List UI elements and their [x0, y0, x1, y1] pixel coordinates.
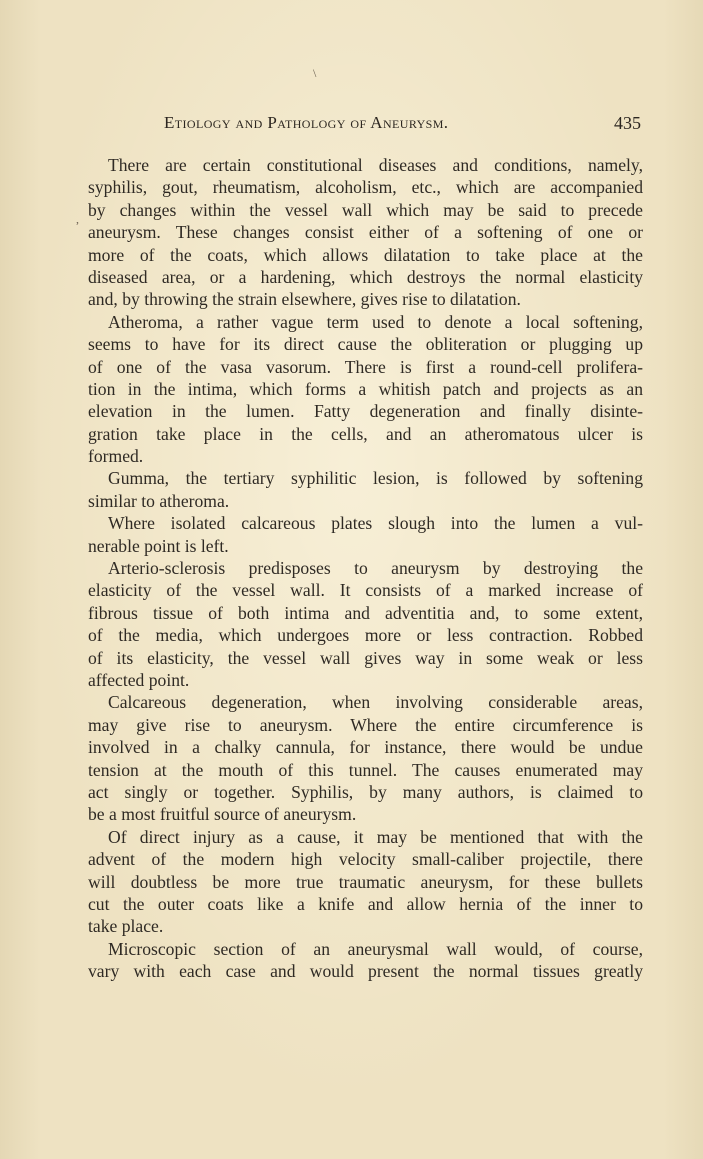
- text-line: seems to have for its direct cause the obliteration or plugging up: [88, 334, 643, 355]
- text-line: elasticity of the vessel wall. It consists of a marked increase of: [88, 580, 643, 601]
- text-line: There are certain constitutional diseases and conditions, namely,: [108, 155, 643, 175]
- text-line: take place.: [88, 916, 164, 937]
- text-line: Of direct injury as a cause, it may be mentioned that with the: [108, 826, 643, 847]
- text-line: elevation in the lumen. Fatty degeneration and finally disinte-: [88, 401, 643, 422]
- text-line: Atheroma, a rather vague term used to denote a local softening,: [108, 311, 643, 332]
- text-line: syphilis, gout, rheumatism, alcoholism, etc., which are accompanied: [88, 177, 643, 198]
- text-line: cut the outer coats like a knife and allow hernia of the inner to: [88, 893, 643, 914]
- text-line: Where isolated calcareous plates slough into the lumen a vul-: [108, 513, 643, 534]
- text-line: similar to atheroma.: [88, 490, 230, 511]
- body-text: [88, 154, 643, 982]
- text-line: Microscopic section of an aneurysmal wall would, of course,: [108, 938, 643, 959]
- text-line: Arterio-sclerosis predisposes to aneurysm by destroying the: [108, 558, 643, 579]
- text-line: Gumma, the tertiary syphilitic lesion, is followed by softening: [108, 468, 643, 489]
- text-line: and, by throwing the strain elsewhere, gives rise to dilatation.: [88, 289, 521, 310]
- text-line: involved in a chalky cannula, for instance, there would be undue: [88, 737, 643, 758]
- ink-speck: \: [313, 66, 317, 80]
- text-line: tion in the intima, which forms a whitish patch and projects as an: [88, 378, 643, 399]
- text-line: diseased area, or a hardening, which destroys the normal elasticity: [88, 266, 643, 287]
- running-title: Etiology and Pathology of Aneurysm.: [164, 113, 449, 132]
- text-line: may give rise to aneurysm. Where the entire circumference is: [88, 714, 643, 735]
- text-line: act singly or together. Syphilis, by many authors, is claimed to: [88, 781, 643, 802]
- page-header: [88, 113, 643, 139]
- text-line: advent of the modern high velocity small-caliber projectile, there: [88, 849, 643, 870]
- text-line: formed.: [88, 446, 144, 467]
- text-line: affected point.: [88, 669, 190, 690]
- text-line: tension at the mouth of this tunnel. The causes enumerated may: [88, 759, 643, 780]
- text-line: vary with each case and would present the normal tissues greatly: [88, 961, 643, 982]
- text-line: be a most fruitful source of aneurysm.: [88, 804, 357, 825]
- text-line: more of the coats, which allows dilatation to take place at the: [88, 244, 643, 265]
- text-line: of the media, which undergoes more or less contraction. Robbed: [88, 625, 643, 646]
- text-line: fibrous tissue of both intima and adventitia and, to some extent,: [88, 602, 643, 623]
- text-line: nerable point is left.: [88, 535, 229, 556]
- page-number: 435: [614, 113, 641, 133]
- text-line: aneurysm. These changes consist either of a softening of one or: [88, 222, 643, 243]
- text-line: will doubtless be more true traumatic aneurysm, for these bullets: [88, 871, 643, 892]
- text-line: of its elasticity, the vessel wall gives way in some weak or less: [88, 647, 643, 668]
- text-line: gration take place in the cells, and an atheromatous ulcer is: [88, 423, 643, 444]
- text-line: Calcareous degeneration, when involving considerable areas,: [108, 692, 643, 713]
- ink-speck: ,: [76, 212, 79, 226]
- text-line: of one of the vasa vasorum. There is first a round-cell prolifera-: [88, 356, 643, 377]
- text-line: by changes within the vessel wall which may be said to precede: [88, 199, 643, 220]
